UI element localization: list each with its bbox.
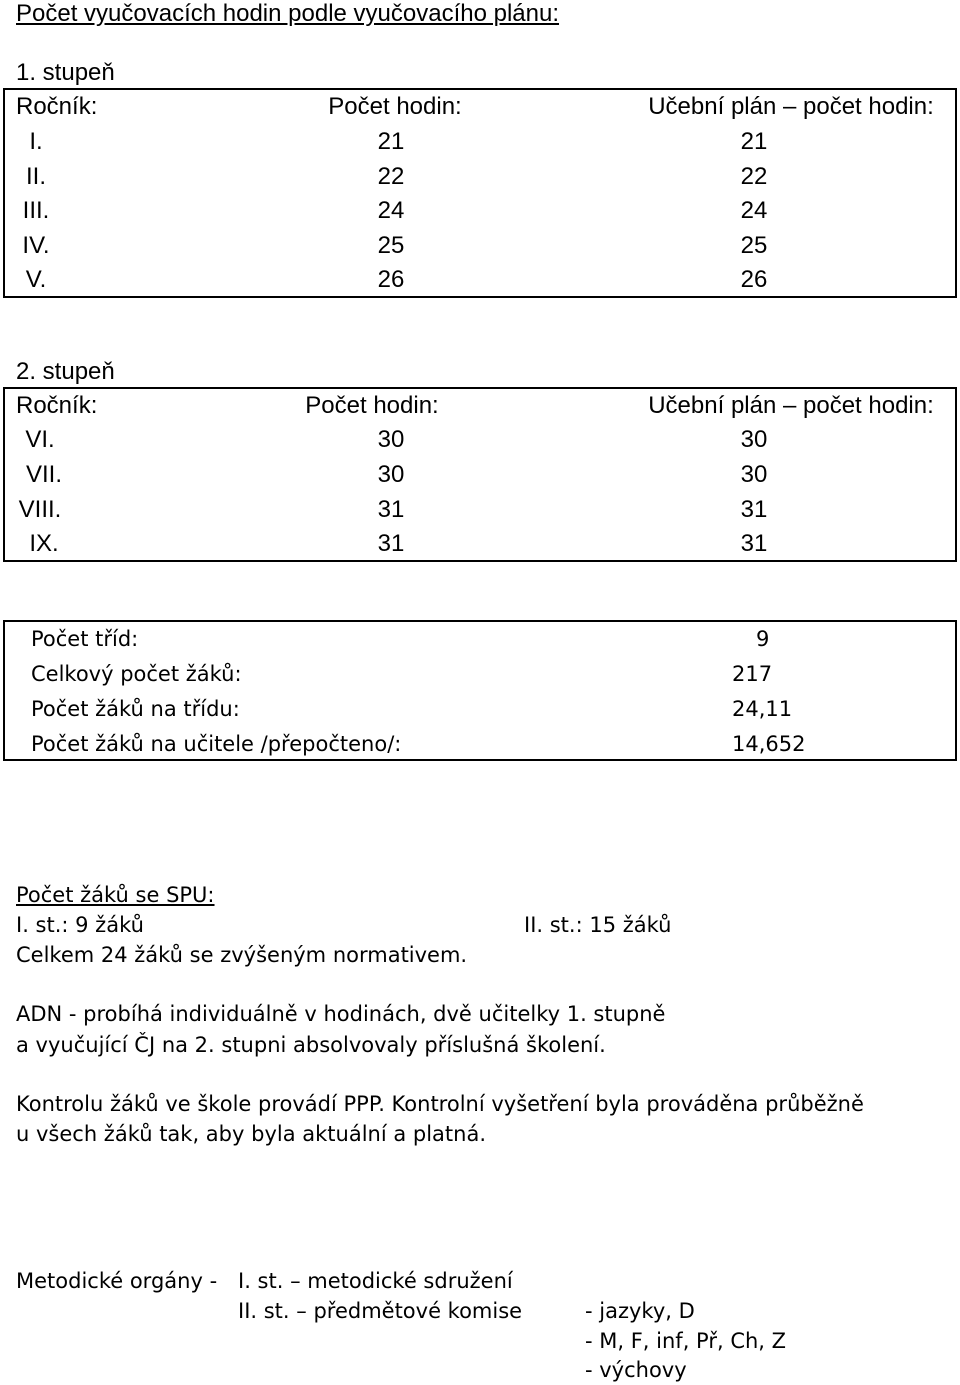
stage1-row-hours: 25 [377, 232, 405, 259]
stage2-header-hours: Počet hodin: [305, 392, 439, 419]
stage1-row-plan: 24 [740, 197, 768, 224]
stage2-row-hours: 30 [377, 461, 405, 488]
metod-line1: I. st. – metodické sdružení [238, 1269, 513, 1293]
stat-value: 9 [756, 627, 770, 651]
stage1-header-grade: Ročník: [16, 93, 98, 120]
metod-subject: - M, F, inf, Př, Ch, Z [585, 1329, 787, 1353]
spu-title: Počet žáků se SPU: [16, 883, 215, 907]
stage2-title: 2. stupeň [16, 358, 115, 385]
adn-line: ADN - probíhá individuálně v hodinách, dvě učitelky 1. stupně [16, 1002, 666, 1026]
stat-label: Celkový počet žáků: [31, 662, 242, 686]
stage2-row-plan: 31 [740, 496, 768, 523]
stage2-row-hours: 31 [377, 496, 405, 523]
stage2-row-plan: 31 [740, 530, 768, 557]
stat-label: Počet žáků na učitele /přepočteno/: [31, 732, 402, 756]
stage2-row-grade: IX. [29, 530, 59, 557]
stage1-row-grade: III. [22, 197, 50, 224]
stage1-title: 1. stupeň [16, 59, 115, 86]
stat-label: Počet žáků na třídu: [31, 697, 240, 721]
stage2-row-grade: VII. [25, 461, 63, 488]
stage1-header-hours: Počet hodin: [328, 93, 462, 120]
metod-subject: - výchovy [585, 1358, 687, 1382]
control-line: u všech žáků tak, aby byla aktuální a platná. [16, 1122, 487, 1146]
stat-value: 24,11 [732, 697, 793, 721]
stage2-row-hours: 31 [377, 530, 405, 557]
stat-label: Počet tříd: [31, 627, 139, 651]
control-line: Kontrolu žáků ve škole provádí PPP. Kontrolní vyšetření byla prováděna průběžně [16, 1092, 864, 1116]
metod-subject: - jazyky, D [585, 1299, 695, 1323]
stage2-header-grade: Ročník: [16, 392, 98, 419]
stage2-row-hours: 30 [377, 426, 405, 453]
spu-total: Celkem 24 žáků se zvýšeným normativem. [16, 943, 468, 967]
stat-value: 14,652 [732, 732, 806, 756]
stage1-header-plan: Učební plán – počet hodin: [648, 93, 934, 120]
stage1-row-hours: 26 [377, 266, 405, 293]
stage2-row-plan: 30 [740, 426, 768, 453]
metod-label: Metodické orgány - [16, 1269, 218, 1293]
stage1-row-grade: V. [25, 266, 47, 293]
stage2-row-grade: VIII. [18, 496, 62, 523]
stage2-row-grade: VI. [25, 426, 55, 453]
stat-value: 217 [732, 662, 773, 686]
stage2-row-plan: 30 [740, 461, 768, 488]
stage1-row-hours: 21 [377, 128, 405, 155]
stage1-row-plan: 21 [740, 128, 768, 155]
stage2-header-plan: Učební plán – počet hodin: [648, 392, 934, 419]
stage1-row-plan: 26 [740, 266, 768, 293]
page-heading: Počet vyučovacích hodin podle vyučovacího plánu: [16, 0, 560, 27]
adn-line: a vyučující ČJ na 2. stupni absolvovaly příslušná školení. [16, 1033, 606, 1057]
stage1-row-hours: 24 [377, 197, 405, 224]
stage1-row-hours: 22 [377, 163, 405, 190]
metod-line2: II. st. – předmětové komise [238, 1299, 523, 1323]
stage1-row-grade: I. [29, 128, 43, 155]
spu-first-stage: I. st.: 9 žáků [16, 913, 144, 937]
spu-second-stage: II. st.: 15 žáků [524, 913, 672, 937]
stage1-row-plan: 25 [740, 232, 768, 259]
stage1-row-grade: II. [25, 163, 47, 190]
stage1-row-grade: IV. [22, 232, 50, 259]
stage1-row-plan: 22 [740, 163, 768, 190]
